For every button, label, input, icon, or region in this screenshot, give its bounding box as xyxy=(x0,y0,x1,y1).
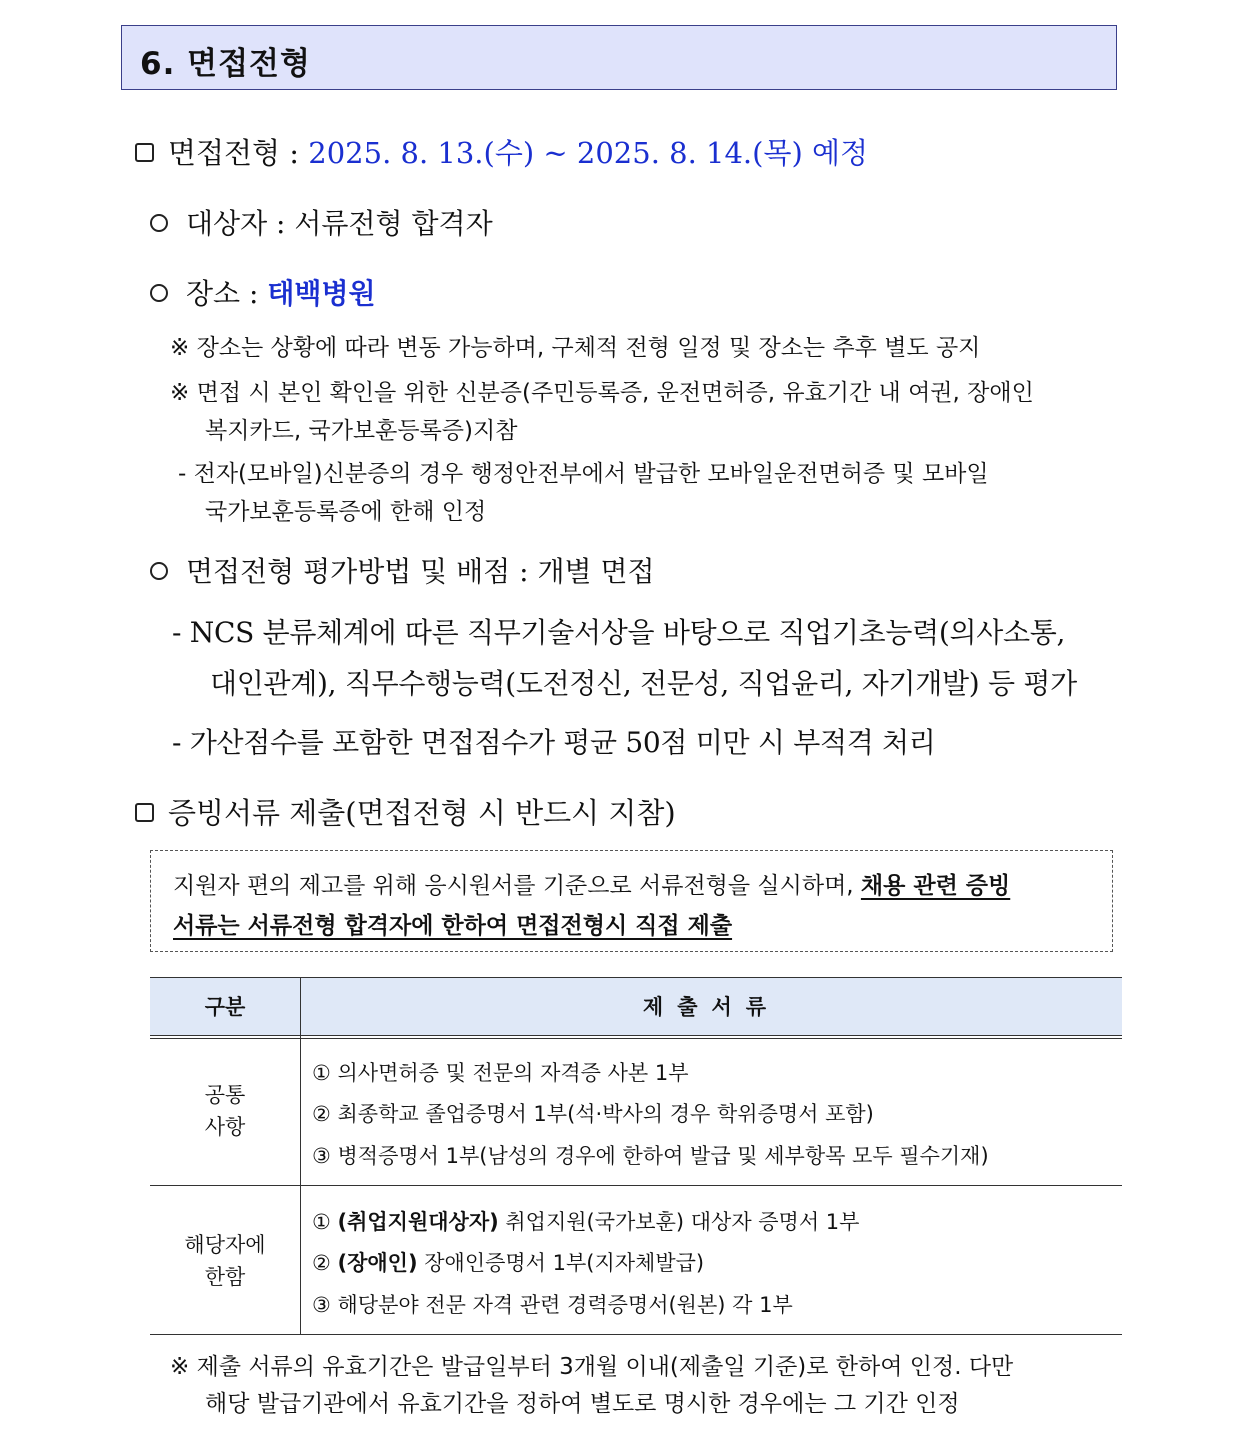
list-item: ② 최종학교 졸업증명서 1부(석·박사의 경우 학위증명서 포함) xyxy=(312,1102,874,1126)
checkbox-square-icon xyxy=(135,803,154,822)
interview-label: 면접전형 : xyxy=(168,136,309,170)
table-divider xyxy=(150,1038,1122,1039)
evaluation-bullet-1a: - NCS 분류체계에 따른 직무기술서상을 바탕으로 직업기초능력(의사소통, xyxy=(172,616,1066,649)
notice-emphasis-2: 서류는 서류전형 합격자에 한하여 면접전형시 직접 제출 xyxy=(173,913,733,939)
row-category-common xyxy=(150,1079,300,1143)
item-emphasis: (장애인) xyxy=(337,1251,418,1275)
list-item: ③ 해당분야 전문 자격 관련 경력증명서(원본) 각 1부 xyxy=(312,1293,793,1317)
documents-title: 증빙서류 제출(면접전형 시 반드시 지참) xyxy=(168,796,676,830)
item-text: 장애인증명서 1부(지자체발급) xyxy=(417,1251,705,1275)
place-label: 장소 : xyxy=(186,277,268,310)
footer-note-1: ※ 제출 서류의 유효기간은 발급일부터 3개월 이내(제출일 기준)로 한하여 인정. 다만 xyxy=(170,1354,1014,1380)
footer-note-2: 해당 발급기관에서 유효기간을 정하여 별도로 명시한 경우에는 그 기간 인정 xyxy=(205,1391,960,1417)
circle-bullet-icon xyxy=(150,214,168,232)
target-text: 대상자 : 서류전형 합격자 xyxy=(186,207,493,240)
evaluation-bullet-1b: 대인관계), 직무수행능력(도전정신, 전문성, 직업윤리, 자기개발) 등 평가 xyxy=(210,667,1077,700)
circle-bullet-icon xyxy=(150,562,168,580)
notice-box xyxy=(150,850,1113,952)
documents-heading xyxy=(135,791,676,832)
list-item: ① 의사면허증 및 전문의 자격증 사본 1부 xyxy=(312,1061,689,1085)
notice-plain-text: 지원자 편의 제고를 위해 응시원서를 기준으로 서류전형을 실시하며, xyxy=(173,873,861,899)
note-2b: 복지카드, 국가보훈등록증)지참 xyxy=(205,418,518,444)
table-divider xyxy=(150,1035,1122,1036)
place-value: 태백병원 xyxy=(267,277,376,310)
table-column-divider xyxy=(300,977,301,1335)
checkbox-square-icon xyxy=(135,143,154,162)
note-2a: ※ 면접 시 본인 확인을 위한 신분증(주민등록증, 운전면허증, 유효기간 내 여권, 장애인 xyxy=(170,380,1034,406)
item-number: ① xyxy=(312,1210,338,1234)
table-header-documents: 제출서류 xyxy=(642,995,781,1019)
table-header-category: 구분 xyxy=(204,995,246,1019)
section-title: 6. 면접전형 xyxy=(140,46,311,82)
note-3a: - 전자(모바일)신분증의 경우 행정안전부에서 발급한 모바일운전면허증 및 모바일 xyxy=(178,461,989,487)
row-category-applicable xyxy=(150,1229,300,1293)
item-text: 취업지원(국가보훈) 대상자 증명서 1부 xyxy=(498,1210,860,1234)
note-3b: 국가보훈등록증에 한해 인정 xyxy=(205,499,487,525)
row-category-line: 사항 xyxy=(204,1115,246,1139)
evaluation-title: 면접전형 평가방법 및 배점 : 개별 면접 xyxy=(186,555,655,588)
list-item xyxy=(312,1206,859,1236)
target-line xyxy=(150,202,493,242)
item-emphasis: (취업지원대상자) xyxy=(337,1210,499,1234)
row-category-line: 한함 xyxy=(204,1265,246,1289)
evaluation-bullet-2: - 가산점수를 포함한 면접점수가 평균 50점 미만 시 부적격 처리 xyxy=(172,726,936,759)
place-line xyxy=(150,272,376,312)
table-bottom-border xyxy=(150,1334,1122,1335)
row-category-line: 해당자에 xyxy=(184,1233,266,1257)
evaluation-line xyxy=(150,550,655,590)
table-header-row xyxy=(150,977,1122,1036)
interview-date: 2025. 8. 13.(수) ~ 2025. 8. 14.(목) 예정 xyxy=(308,136,869,170)
row-category-line: 공통 xyxy=(204,1083,246,1107)
list-item: ③ 병적증명서 1부(남성의 경우에 한하여 발급 및 세부항목 모두 필수기재) xyxy=(312,1144,989,1168)
list-item xyxy=(312,1247,704,1277)
item-number: ② xyxy=(312,1251,338,1275)
notice-emphasis-1: 채용 관련 증빙 xyxy=(860,873,1011,899)
notice-line-1 xyxy=(173,867,1010,900)
interview-schedule xyxy=(135,131,868,172)
table-row-divider xyxy=(150,1185,1122,1186)
circle-bullet-icon xyxy=(150,284,168,302)
notice-line-2 xyxy=(173,907,732,940)
note-1: ※ 장소는 상황에 따라 변동 가능하며, 구체적 전형 일정 및 장소는 추후 별도 공지 xyxy=(170,335,981,361)
section-header xyxy=(121,25,1117,90)
